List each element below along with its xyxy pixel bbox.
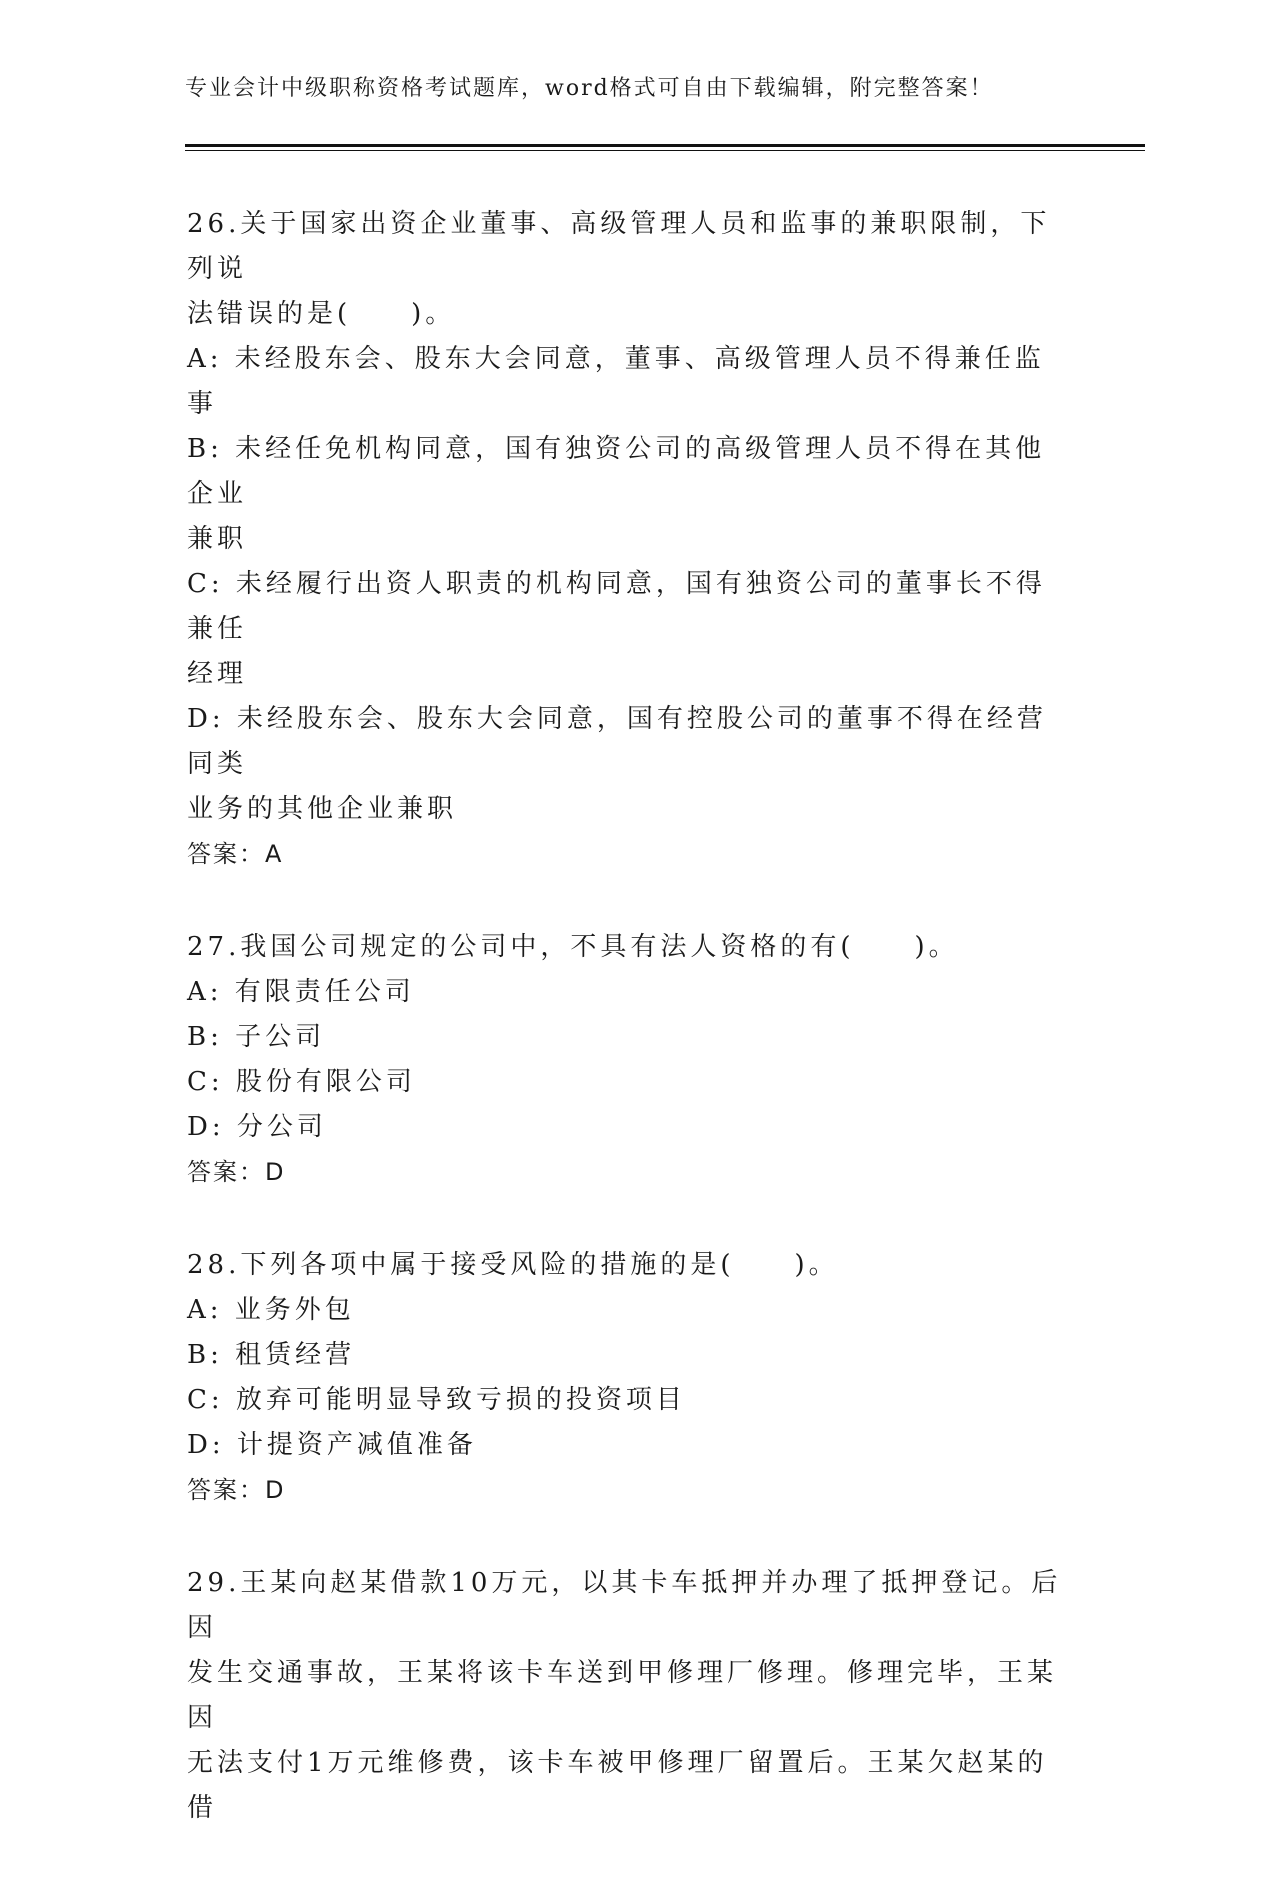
option-a: A: 业务外包 [187,1295,355,1325]
question-stem-line: 无法支付1万元维修费，该卡车被甲修理厂留置后。王某欠赵某的借 [187,1748,1048,1823]
option-c: C: 未经履行出资人职责的机构同意，国有独资公司的董事长不得兼任 [187,569,1046,644]
option-b-continued: 兼职 [187,524,248,554]
answer-line: 答案：D [187,1158,286,1186]
option-d: D: 未经股东会、股东大会同意，国有控股公司的董事不得在经营同类 [187,704,1047,779]
question-stem-line: 29.王某向赵某借款10万元，以其卡车抵押并办理了抵押登记。后因 [187,1568,1062,1643]
option-d: D: 计提资产减值准备 [187,1430,477,1460]
question-list [187,202,1067,1879]
header-divider [185,144,1145,151]
option-d: D: 分公司 [187,1112,327,1142]
question-stem-line: 27.我国公司规定的公司中，不具有法人资格的有( )。 [187,932,959,962]
option-c-continued: 经理 [187,659,248,689]
question-29 [187,1561,1067,1831]
question-28 [187,1243,1067,1513]
option-b: B: 租赁经营 [187,1340,356,1370]
answer-line: 答案：D [187,1476,286,1504]
option-b: B: 未经任免机构同意，国有独资公司的高级管理人员不得在其他企业 [187,434,1046,509]
option-a: A: 未经股东会、股东大会同意，董事、高级管理人员不得兼任监事 [187,344,1045,419]
question-stem-line: 28.下列各项中属于接受风险的措施的是( )。 [187,1250,839,1280]
page-header: 专业会计中级职称资格考试题库，word格式可自由下载编辑，附完整答案！ [185,76,994,101]
question-27 [187,925,1067,1195]
option-b: B: 子公司 [187,1022,326,1052]
question-stem-line: 发生交通事故，王某将该卡车送到甲修理厂修理。修理完毕，王某因 [187,1658,1058,1733]
question-26 [187,202,1067,877]
answer-line: 答案：A [187,840,284,868]
question-stem-line: 法错误的是( )。 [187,299,456,329]
question-stem-line: 26.关于国家出资企业董事、高级管理人员和监事的兼职限制，下列说 [187,209,1051,284]
option-d-continued: 业务的其他企业兼职 [187,794,458,824]
option-c: C: 放弃可能明显导致亏损的投资项目 [187,1385,686,1415]
option-a: A: 有限责任公司 [187,977,415,1007]
option-c: C: 股份有限公司 [187,1067,416,1097]
